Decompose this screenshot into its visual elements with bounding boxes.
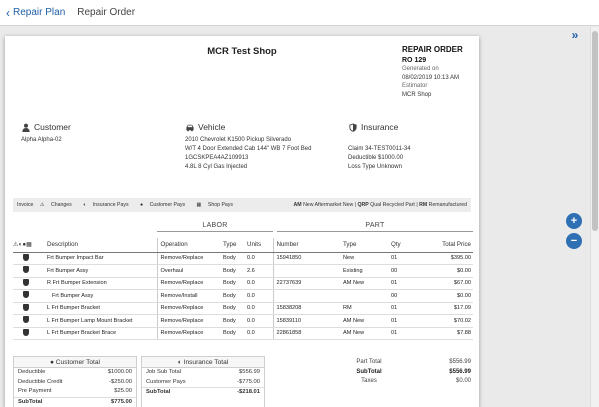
shield-icon <box>23 316 29 323</box>
table-row <box>13 315 473 328</box>
legend-indicators <box>17 202 243 208</box>
table-row <box>13 290 473 303</box>
row-labor-type: Body <box>223 315 247 328</box>
ro-title: REPAIR ORDER <box>402 45 463 54</box>
shop-icon: ▦ <box>196 202 202 208</box>
customer-total-row <box>14 378 136 388</box>
row-qty: 01 <box>391 252 427 265</box>
col-description: Description <box>47 238 157 252</box>
legend-am-code: AM <box>293 202 302 208</box>
row-label: Taxes <box>361 378 377 385</box>
row-description: L Frt Bumper Bracket Brace <box>47 327 157 340</box>
legend-part-codes: AM New Aftermarket New | QRP Qual Recycled Part | RM Remanufactured <box>293 202 467 208</box>
shield-icon <box>23 254 29 261</box>
row-price: $17.09 <box>427 302 473 315</box>
legend-customer-pays <box>140 202 190 208</box>
shield-icon <box>23 291 29 298</box>
row-units: 0.0 <box>247 315 273 328</box>
table-header-row <box>13 238 473 252</box>
insurance-total-row <box>142 368 264 378</box>
subtotal-row <box>339 368 471 378</box>
row-description: R Frt Bumper Extension <box>47 277 157 290</box>
row-value: -$775.00 <box>237 378 260 385</box>
row-part-number <box>273 265 343 278</box>
row-qty: 00 <box>391 290 427 303</box>
row-label: SubTotal <box>18 398 43 405</box>
row-units: 2.6 <box>247 265 273 278</box>
row-value: $556.99 <box>449 368 471 375</box>
row-operation: Overhaul <box>157 265 223 278</box>
row-label: Deductible Credit <box>18 378 63 385</box>
viewer-controls <box>480 27 590 407</box>
row-part-number <box>273 290 343 303</box>
row-part-number: 15839110 <box>273 315 343 328</box>
row-description: Frt Bumper Assy <box>47 290 157 303</box>
legend-rm-text: Remanufactured <box>428 202 467 208</box>
customer-total-heading-label: Customer Total <box>55 359 101 366</box>
car-icon <box>185 123 195 132</box>
row-price: $0.00 <box>427 265 473 278</box>
warning-icon: ⚠ <box>39 202 45 208</box>
person-icon <box>21 123 31 132</box>
top-bar <box>0 0 599 26</box>
legend-changes <box>40 202 77 208</box>
vehicle-engine: 4.8L 8 Cyl Gas Injected <box>185 164 248 170</box>
deductible: Deductible $1000.00 <box>348 155 404 161</box>
person-icon: ● <box>22 241 27 249</box>
warning-icon: ⚠ <box>13 241 19 249</box>
part-group-heading: PART <box>277 222 473 232</box>
row-part-type: RM <box>343 302 391 315</box>
legend-qrp-text: Qual Recycled Part <box>370 202 415 208</box>
zoom-out-button[interactable]: − <box>566 233 582 249</box>
row-label: SubTotal <box>146 389 171 396</box>
generated-value: 08/02/2019 10:13 AM <box>402 74 460 81</box>
col-operation: Operation <box>157 238 223 252</box>
row-value: $25.00 <box>114 388 132 395</box>
row-label: Customer Pays <box>146 378 186 385</box>
expand-panel-button[interactable]: » <box>571 28 579 42</box>
row-label: Job Sub Total <box>146 369 182 375</box>
labor-group-heading: LABOR <box>157 222 273 232</box>
table-row <box>13 265 473 278</box>
vehicle-vin: 1GCSKPEA4AZ109913 <box>185 155 249 161</box>
row-value: $556.99 <box>449 359 471 365</box>
row-part-type: AM New <box>343 277 391 290</box>
customer-total-row <box>14 368 136 378</box>
generated-label: Generated on <box>402 66 439 72</box>
insurance-total-heading <box>142 357 264 368</box>
legend-am-text: New Aftermarket New <box>303 202 354 208</box>
legend-invoice: Invoice <box>17 202 34 208</box>
col-part-number: Number <box>273 238 343 252</box>
insurance-total-row <box>142 378 264 388</box>
row-price: $395.00 <box>427 252 473 265</box>
row-value: $775.00 <box>111 398 132 405</box>
legend-changes-label: Changes <box>51 202 72 208</box>
row-description: Frt Bumper Assy <box>47 265 157 278</box>
person-icon: ● <box>49 359 54 366</box>
row-part-number: 22737639 <box>273 277 343 290</box>
table-row <box>13 252 473 265</box>
row-operation: Remove/Replace <box>157 315 223 328</box>
shield-icon <box>23 304 29 311</box>
row-qty: 01 <box>391 315 427 328</box>
col-units: Units <box>247 238 273 252</box>
customer-name: Alpha Alpha-02 <box>21 137 62 143</box>
taxes-row <box>339 377 471 387</box>
col-qty: Qty <box>391 238 427 252</box>
shield-icon <box>23 279 29 286</box>
shield-icon: ◐ <box>83 202 87 208</box>
row-labor-type: Body <box>223 290 247 303</box>
row-part-number: 15941850 <box>273 252 343 265</box>
row-units: 0.0 <box>247 277 273 290</box>
row-qty: 01 <box>391 302 427 315</box>
table-row <box>13 327 473 340</box>
col-labor-type: Type <box>223 238 247 252</box>
person-icon: ● <box>140 202 144 208</box>
vehicle-line-2: W/T 4 Door Extended Cab 144" WB 7 Foot Bed <box>185 146 312 152</box>
row-part-type: New <box>343 252 391 265</box>
vehicle-section <box>185 123 345 172</box>
vehicle-heading-label: Vehicle <box>198 122 226 132</box>
customer-total-heading <box>14 357 136 368</box>
shield-icon <box>23 266 29 273</box>
col-part-type: Type <box>343 238 391 252</box>
row-qty: 01 <box>391 277 427 290</box>
shield-icon <box>23 329 29 336</box>
insurance-total-box <box>141 356 265 407</box>
insurance-section <box>348 123 473 172</box>
row-value: $1000.00 <box>107 369 132 375</box>
totals-summary <box>339 358 471 387</box>
legend-rm-code: RM <box>419 202 428 208</box>
row-description: L Frt Bumper Lamp Mount Bracket <box>47 315 157 328</box>
loss-type: Loss Type Unknown <box>348 164 402 170</box>
row-value: $556.99 <box>239 369 260 375</box>
claim-number: Claim 34-TEST0011-34 <box>348 146 411 152</box>
row-price: $0.00 <box>427 290 473 303</box>
insurance-total-heading-label: Insurance Total <box>183 359 229 366</box>
chevron-left-icon: ‹ <box>6 5 10 20</box>
back-to-repair-plan-link[interactable] <box>6 7 65 19</box>
row-qty: 01 <box>391 327 427 340</box>
table-row <box>13 277 473 290</box>
row-description: L Frt Bumper Bracket <box>47 302 157 315</box>
shield-icon: ◐ <box>177 359 182 366</box>
row-part-number: 22861858 <box>273 327 343 340</box>
estimator-label: Estimator <box>402 83 428 89</box>
zoom-in-button[interactable]: + <box>566 213 582 229</box>
ro-header-block <box>402 46 477 99</box>
legend-bar <box>13 198 471 212</box>
row-units: 0.0 <box>247 327 273 340</box>
row-label: SubTotal <box>356 368 382 375</box>
row-label: Part Total <box>356 359 382 365</box>
row-labor-type: Body <box>223 252 247 265</box>
row-price: $70.02 <box>427 315 473 328</box>
row-labor-type: Body <box>223 327 247 340</box>
row-label: Deductible <box>18 369 46 375</box>
customer-section <box>21 123 171 145</box>
row-label: Pre Payment <box>18 388 52 395</box>
back-link-label: Repair Plan <box>13 7 66 18</box>
vehicle-heading <box>185 123 345 132</box>
row-qty: 00 <box>391 265 427 278</box>
row-part-type: Existing <box>343 265 391 278</box>
line-items-table <box>13 238 473 340</box>
customer-heading-label: Customer <box>34 122 71 132</box>
shop-name: MCR Test Shop <box>207 46 277 57</box>
customer-heading <box>21 123 171 132</box>
insurance-heading-label: Insurance <box>361 122 399 132</box>
shield-icon: ◐ <box>18 241 23 249</box>
row-part-type: AM New <box>343 315 391 328</box>
row-units: 0.0 <box>247 290 273 303</box>
row-part-type <box>343 290 391 303</box>
row-price: $7.88 <box>427 327 473 340</box>
legend-customer-pays-label: Customer Pays <box>149 202 186 208</box>
legend-insurance-pays <box>83 202 133 208</box>
legend-shop-pays-label: Shop Pays <box>207 202 233 208</box>
insurance-heading <box>348 123 473 132</box>
row-operation: Remove/Replace <box>157 252 223 265</box>
row-units: 0.0 <box>247 302 273 315</box>
indicator-column-header <box>13 238 47 252</box>
row-value: $0.00 <box>455 378 471 385</box>
insurance-subtotal-row <box>142 387 264 398</box>
row-labor-type: Body <box>223 265 247 278</box>
row-operation: Remove/Replace <box>157 277 223 290</box>
row-value: -$250.00 <box>109 378 132 385</box>
shield-icon <box>348 123 358 132</box>
vertical-scrollbar[interactable] <box>590 27 599 407</box>
row-description: Frt Bumper Impact Bar <box>47 252 157 265</box>
ro-number: RO 129 <box>402 56 427 64</box>
legend-insurance-pays-label: Insurance Pays <box>92 202 129 208</box>
col-total-price: Total Price <box>427 238 473 252</box>
vehicle-line-1: 2010 Chevrolet K1500 Pickup Silverado <box>185 137 292 143</box>
part-total-row <box>339 358 471 368</box>
row-operation: Remove/Replace <box>157 302 223 315</box>
insurance-spacer <box>348 136 473 145</box>
customer-total-box <box>13 356 137 407</box>
row-operation: Remove/Replace <box>157 327 223 340</box>
shop-icon: ▦ <box>26 241 32 249</box>
table-row <box>13 302 473 315</box>
legend-qrp-code: QRP <box>357 202 369 208</box>
repair-order-document <box>5 36 479 407</box>
row-part-number: 15838208 <box>273 302 343 315</box>
breadcrumb-current: Repair Order <box>77 7 136 18</box>
estimator-value: MCR Shop <box>402 91 432 98</box>
row-units: 0.0 <box>247 252 273 265</box>
customer-total-row <box>14 387 136 397</box>
row-labor-type: Body <box>223 302 247 315</box>
customer-subtotal-row <box>14 397 136 407</box>
row-value: -$218.01 <box>237 389 260 396</box>
scrollbar-thumb[interactable] <box>592 31 598 231</box>
row-labor-type: Body <box>223 277 247 290</box>
row-part-type: AM New <box>343 327 391 340</box>
row-operation: Remove/Install <box>157 290 223 303</box>
row-price: $67.00 <box>427 277 473 290</box>
legend-shop-pays <box>197 202 238 208</box>
